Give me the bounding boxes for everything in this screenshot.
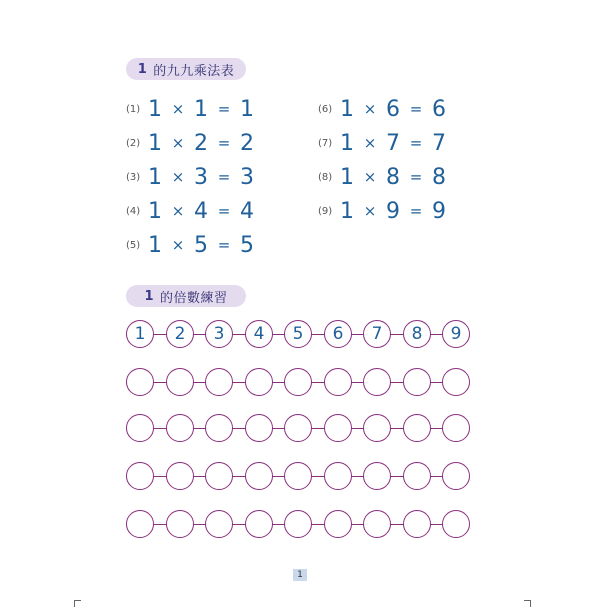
circle-row (126, 510, 476, 540)
section-number: 1 (137, 61, 148, 77)
equation-row (126, 197, 258, 225)
factor-a: 1 (340, 130, 354, 156)
answer-circle[interactable] (245, 510, 273, 538)
equation-row (126, 231, 258, 259)
times-sign: × (363, 134, 377, 152)
factor-a: 1 (148, 96, 162, 122)
factor-a: 1 (148, 130, 162, 156)
multiple-circle: 4 (245, 320, 273, 348)
answer-circle[interactable] (324, 414, 352, 442)
equation-row (318, 129, 450, 157)
factor-a: 1 (148, 164, 162, 190)
answer-circle[interactable] (126, 510, 154, 538)
times-sign: × (171, 134, 185, 152)
section-title-multiples-practice (126, 285, 246, 307)
product: 4 (240, 198, 254, 224)
equation-label: (5) (126, 239, 141, 251)
factor-a: 1 (148, 232, 162, 258)
answer-circle[interactable] (442, 462, 470, 490)
answer-circle[interactable] (126, 414, 154, 442)
crop-mark (524, 600, 531, 607)
multiple-circle: 2 (166, 320, 194, 348)
factor-a: 1 (340, 198, 354, 224)
answer-circle[interactable] (442, 368, 470, 396)
equals-sign: = (217, 100, 231, 118)
times-sign: × (363, 100, 377, 118)
answer-circle[interactable] (403, 510, 431, 538)
times-sign: × (171, 202, 185, 220)
product: 9 (432, 198, 446, 224)
equals-sign: = (409, 134, 423, 152)
multiple-circle: 6 (324, 320, 352, 348)
circle-row (126, 320, 476, 350)
equation-row (126, 95, 258, 123)
equals-sign: = (409, 202, 423, 220)
times-sign: × (171, 100, 185, 118)
answer-circle[interactable] (363, 510, 391, 538)
page-number: 1 (293, 569, 307, 581)
equals-sign: = (217, 134, 231, 152)
answer-circle[interactable] (403, 368, 431, 396)
equation-row (318, 95, 450, 123)
factor-b: 1 (194, 96, 208, 122)
equation-label: (3) (126, 171, 141, 183)
section-title-text: 的倍數練習 (160, 290, 228, 306)
multiple-circle: 1 (126, 320, 154, 348)
answer-circle[interactable] (403, 414, 431, 442)
answer-circle[interactable] (205, 462, 233, 490)
factor-b: 5 (194, 232, 208, 258)
answer-circle[interactable] (284, 414, 312, 442)
answer-circle[interactable] (205, 414, 233, 442)
equation-row (126, 129, 258, 157)
answer-circle[interactable] (245, 462, 273, 490)
equals-sign: = (217, 202, 231, 220)
answer-circle[interactable] (166, 462, 194, 490)
multiple-circle: 7 (363, 320, 391, 348)
product: 5 (240, 232, 254, 258)
factor-a: 1 (148, 198, 162, 224)
circle-row (126, 462, 476, 492)
answer-circle[interactable] (284, 462, 312, 490)
times-sign: × (171, 168, 185, 186)
multiple-circle: 5 (284, 320, 312, 348)
answer-circle[interactable] (166, 510, 194, 538)
equals-sign: = (409, 168, 423, 186)
equation-label: (4) (126, 205, 141, 217)
equation-label: (7) (318, 137, 333, 149)
answer-circle[interactable] (245, 368, 273, 396)
answer-circle[interactable] (363, 462, 391, 490)
factor-b: 3 (194, 164, 208, 190)
factor-b: 6 (386, 96, 400, 122)
answer-circle[interactable] (284, 510, 312, 538)
equation-label: (6) (318, 103, 333, 115)
factor-a: 1 (340, 164, 354, 190)
equation-row (318, 197, 450, 225)
product: 6 (432, 96, 446, 122)
answer-circle[interactable] (324, 462, 352, 490)
factor-b: 2 (194, 130, 208, 156)
crop-mark (74, 600, 81, 607)
answer-circle[interactable] (126, 462, 154, 490)
answer-circle[interactable] (166, 414, 194, 442)
factor-b: 7 (386, 130, 400, 156)
product: 8 (432, 164, 446, 190)
factor-b: 4 (194, 198, 208, 224)
equation-row (126, 163, 258, 191)
times-sign: × (363, 202, 377, 220)
answer-circle[interactable] (166, 368, 194, 396)
equals-sign: = (409, 100, 423, 118)
answer-circle[interactable] (324, 510, 352, 538)
answer-circle[interactable] (205, 368, 233, 396)
answer-circle[interactable] (403, 462, 431, 490)
circle-row (126, 368, 476, 398)
factor-b: 8 (386, 164, 400, 190)
equals-sign: = (217, 168, 231, 186)
multiple-circle: 8 (403, 320, 431, 348)
multiple-circle: 3 (205, 320, 233, 348)
answer-circle[interactable] (363, 414, 391, 442)
times-sign: × (363, 168, 377, 186)
equation-row (318, 163, 450, 191)
times-sign: × (171, 236, 185, 254)
equation-label: (2) (126, 137, 141, 149)
factor-b: 9 (386, 198, 400, 224)
answer-circle[interactable] (205, 510, 233, 538)
answer-circle[interactable] (245, 414, 273, 442)
equals-sign: = (217, 236, 231, 254)
answer-circle[interactable] (363, 368, 391, 396)
section-number: 1 (144, 288, 155, 304)
product: 3 (240, 164, 254, 190)
section-title-multiplication-table (126, 58, 246, 80)
multiple-circle: 9 (442, 320, 470, 348)
answer-circle[interactable] (442, 414, 470, 442)
product: 2 (240, 130, 254, 156)
section-title-text: 的九九乘法表 (153, 63, 235, 79)
answer-circle[interactable] (126, 368, 154, 396)
equation-label: (1) (126, 103, 141, 115)
answer-circle[interactable] (284, 368, 312, 396)
factor-a: 1 (340, 96, 354, 122)
product: 1 (240, 96, 254, 122)
circle-row (126, 414, 476, 444)
answer-circle[interactable] (442, 510, 470, 538)
equation-label: (9) (318, 205, 333, 217)
answer-circle[interactable] (324, 368, 352, 396)
product: 7 (432, 130, 446, 156)
equation-label: (8) (318, 171, 333, 183)
